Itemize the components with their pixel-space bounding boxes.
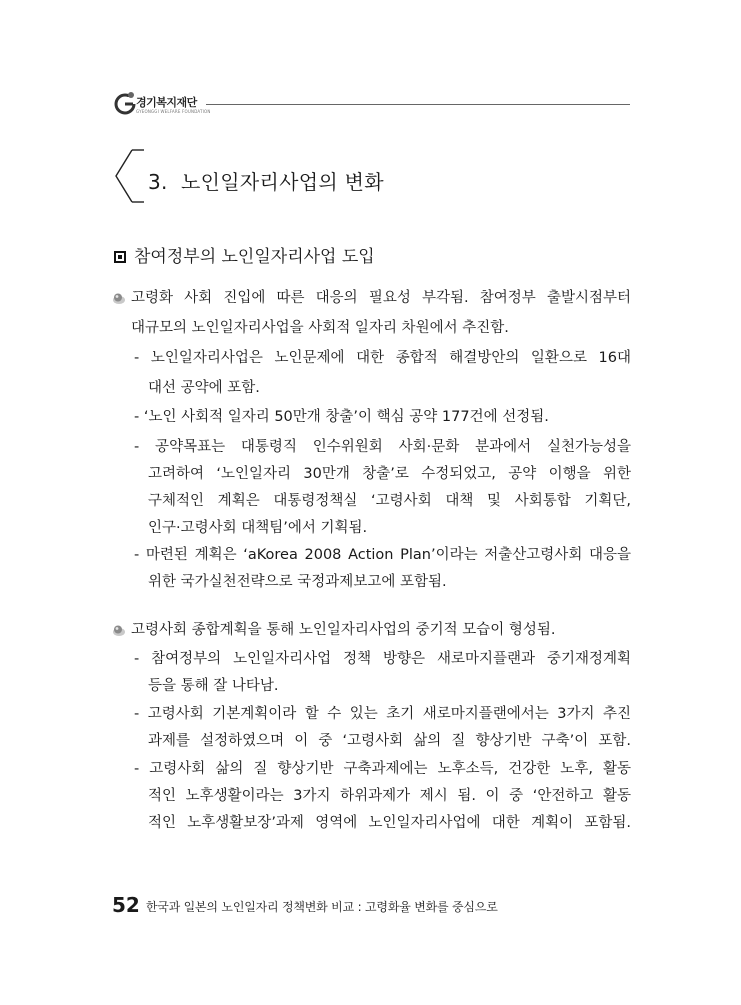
paragraph-line: 고령화 사회 진입에 따른 대응의 필요성 부각됨. 참여정부 출발시점부터: [131, 290, 631, 306]
org-name: 경기복지재단: [136, 96, 197, 109]
list-item-line: 과제를 설정하였으며 이 중 ‘고령사회 삶의 질 향상기반 구축’이 포함.: [148, 733, 631, 749]
list-item-line: - 노인일자리사업은 노인문제에 대한 종합적 해결방안의 일환으로 16대: [134, 350, 631, 366]
square-bullet-icon: [114, 251, 126, 263]
list-item-line: - 고령사회 기본계획이라 할 수 있는 초기 새로마지플랜에서는 3가지 추진: [134, 706, 631, 722]
list-item-line: - 마련된 계획은 ‘aKorea 2008 Action Plan’이라는 저출산고령사회 대응을: [134, 547, 631, 563]
section-bracket-icon: [112, 148, 146, 204]
list-item-line: 인구·고령사회 대책팀’에서 기획됨.: [148, 520, 368, 536]
list-item-line: 등을 통해 잘 나타남.: [148, 678, 279, 694]
section-title-text: 노인일자리사업의 변화: [181, 170, 384, 194]
list-item-line: 대선 공약에 포함.: [148, 380, 260, 396]
subheading-text: 참여정부의 노인일자리사업 도입: [134, 247, 375, 267]
list-item-line: - 참여정부의 노인일자리사업 정책 방향은 새로마지플랜과 중기재정계획: [134, 651, 631, 667]
list-item-line: 구체적인 계획은 대통령정책실 ‘고령사회 대책 및 사회통합 기획단,: [148, 493, 631, 509]
page-footer: [112, 893, 498, 917]
list-item-line: - ‘노인 사회적 일자리 50만개 창출’이 핵심 공약 177건에 선정됨.: [134, 409, 549, 425]
running-title: 한국과 일본의 노인일자리 정책변화 비교 : 고령화율 변화를 중심으로: [145, 900, 498, 914]
page-header: [112, 88, 630, 118]
subheading: [114, 242, 375, 267]
section-title: [148, 166, 384, 195]
section-number: 3.: [148, 170, 168, 194]
list-item-line: 적인 노후생활보장’과제 영역에 노인일자리사업에 대한 계획이 포함됨.: [148, 815, 631, 831]
list-item-line: 고려하여 ‘노인일자리 30만개 창출’로 수정되었고, 공약 이행을 위한: [148, 466, 631, 482]
list-item-line: 위한 국가실천전략으로 국정과제보고에 포함됨.: [148, 574, 447, 590]
list-item-line: 적인 노후생활이라는 3가지 하위과제가 제시 됨. 이 중 ‘안전하고 활동: [148, 788, 631, 804]
header-rule: [206, 104, 630, 105]
list-item-line: - 공약목표는 대통령직 인수위원회 사회·문화 분과에서 실천가능성을: [134, 439, 631, 455]
org-subtitle: GYEONGGI WELFARE FOUNDATION: [136, 109, 211, 114]
paragraph-line: 고령사회 종합계획을 통해 노인일자리사업의 중기적 모습이 형성됨.: [131, 622, 556, 638]
page-number: 52: [112, 893, 140, 917]
paragraph-line: 대규모의 노인일자리사업을 사회적 일자리 차원에서 추진함.: [131, 320, 509, 336]
circle-bullet-icon: [112, 623, 126, 637]
circle-bullet-icon: [112, 291, 126, 305]
list-item-line: - 고령사회 삶의 질 향상기반 구축과제에는 노후소득, 건강한 노후, 활동: [134, 761, 631, 777]
